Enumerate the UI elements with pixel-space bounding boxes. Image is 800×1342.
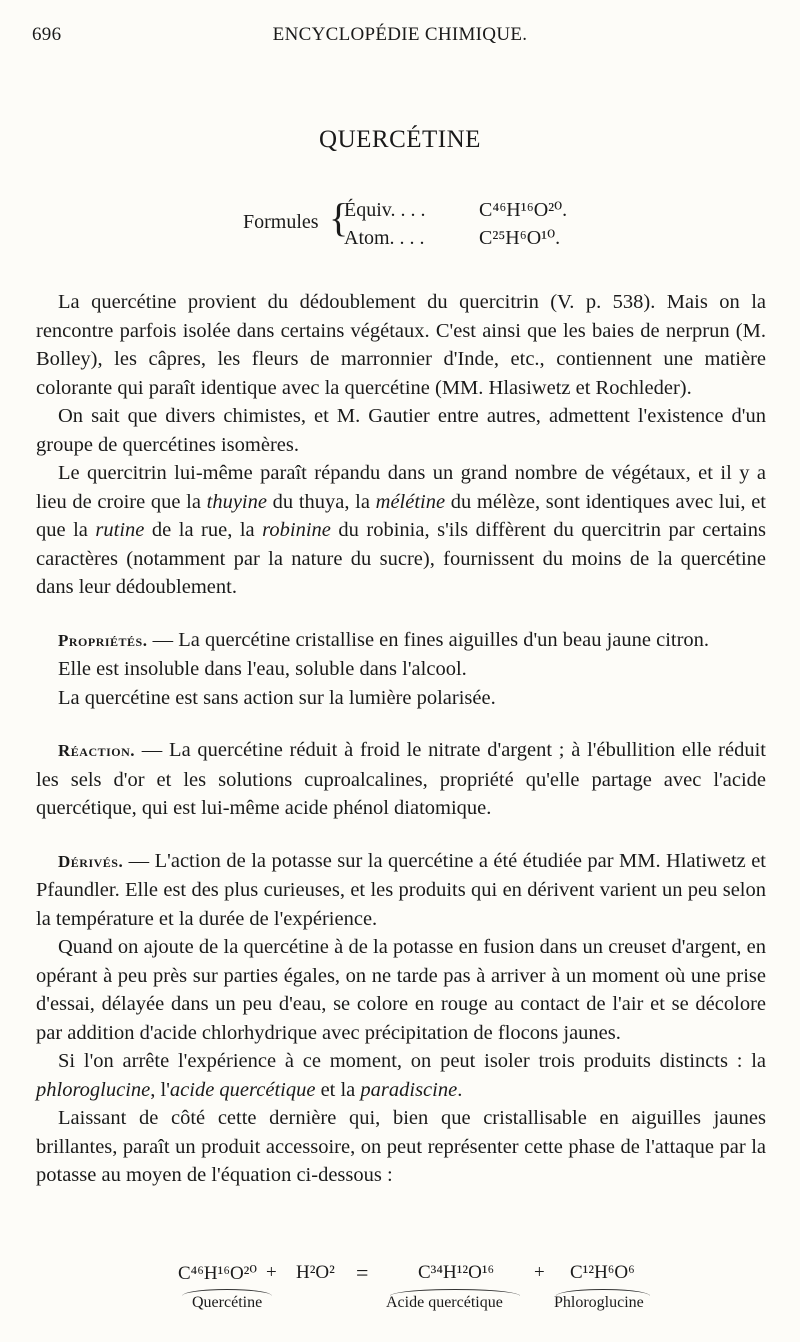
paragraph-solubility: Elle est insoluble dans l'eau, soluble dans l'alcool.	[58, 658, 467, 680]
equation-equals: =	[356, 1260, 369, 1285]
equation-term-phloroglucine: C¹²H⁶O⁶	[570, 1262, 635, 1283]
paragraph-reaction: Réaction. — La quercétine réduit à froid le nitrate d'argent ; à l'ébullition elle réduit les sels d'or et les solutions cuproalcalines, propriété qu'elle partage avec l'acide quercétique, qui est lui-même acide phénol diatomique.	[36, 739, 766, 819]
term-thuyine: thuyine	[206, 490, 267, 513]
term-meletine: mélétine	[375, 490, 446, 513]
equiv-label: Équiv. . . .	[344, 199, 426, 221]
running-title: ENCYCLOPÉDIE CHIMIQUE.	[272, 24, 528, 45]
equation-term-quercetine: C⁴⁶H¹⁶O²⁰	[178, 1263, 257, 1284]
paragraph-equation-intro: Laissant de côté cette dernière qui, bien que cristallisable en aiguilles jaunes brillantes, paraît un produit accessoire, on peut représenter cette phase de l'attaque par la potasse au moyen de l'équation ci-dessous :	[36, 1107, 766, 1186]
paragraph-products: Si l'on arrête l'expérience à ce moment, on peut isoler trois produits distincts : la phloroglucine, l'acide quercétique et la paradiscine.	[36, 1050, 766, 1101]
paragraph-quercitrin: Le quercitrin lui-même paraît répandu dans un grand nombre de végétaux, et il y a lieu de croire que la thuyine du thuya, la mélétine du mélèze, sont identiques avec lui, et que la rutine de la rue, la robinine du robinia, s'ils diffèrent du quercitrin par certains caractères (notamment par la nature du sucre), fournissent du moins de la quercétine dans leur dédoublement.	[36, 462, 766, 598]
label-quercetine: Quercétine	[192, 1294, 263, 1311]
page-number: 696	[32, 24, 62, 45]
heading-proprietes: Propriétés.	[58, 630, 148, 650]
chemical-equation	[178, 1262, 698, 1322]
formulas-label: Formules	[243, 211, 319, 233]
term-acide-quercetique: acide quercétique	[169, 1078, 316, 1101]
equiv-formula: C⁴⁶H¹⁶O²⁰.	[479, 199, 568, 221]
equation-plus-1: +	[266, 1262, 277, 1283]
term-robinine: robinine	[262, 519, 331, 541]
atom-label: Atom. . . .	[344, 227, 425, 249]
equation-term-acide: C³⁴H¹²O¹⁶	[418, 1262, 495, 1283]
paragraph-origin: La quercétine provient du dédoublement du quercitrin (V. p. 538). Mais on la rencontre parfois isolée dans certains végétaux. C'est ainsi que les baies de nerprun (M. Bolley), les câpres, les fleurs de marronnier d'Inde, etc., contiennent une matière colorante qui paraît identique avec la quercétine (MM. Hlasiwetz et Rochleder).	[36, 291, 766, 399]
paragraph-polarization: La quercétine est sans action sur la lumière polarisée.	[58, 686, 496, 709]
paragraph-isomers: On sait que divers chimistes, et M. Gautier entre autres, admettent l'existence d'un groupe de quercétines isomères.	[36, 405, 766, 456]
equation-term-water: H²O²	[296, 1262, 335, 1283]
heading-reaction: Réaction.	[58, 741, 136, 760]
paragraph-fusion: Quand on ajoute de la quercétine à de la potasse en fusion dans un creuset d'argent, en opérant à peu près sur parties égales, on ne tarde pas à arriver à un moment où une prise d'essai, délayée dans un peu d'eau, se colore en rouge au contact de l'air et se décolore par addition d'acide chlorhydrique avec précipitation de flocons jaunes.	[36, 936, 766, 1044]
brace-icon: {	[329, 195, 349, 240]
atom-formula: C²⁵H⁶O¹⁰.	[479, 227, 561, 249]
section-title: QUERCÉTINE	[319, 126, 481, 153]
body-text	[36, 288, 766, 1190]
heading-derives: Dérivés.	[58, 851, 124, 871]
formula-atom-row	[344, 225, 560, 250]
formula-equiv-row	[344, 197, 567, 222]
equation-plus-2: +	[534, 1262, 545, 1283]
paragraph-derives: Dérivés. — L'action de la potasse sur la quercétine a été étudiée par MM. Hlatiwetz et Pfaundler. Elle est des plus curieuses, et les produits qui en dérivent varient un peu selon la température et la durée de l'expérience.	[36, 849, 766, 930]
label-phloroglucine: Phloroglucine	[554, 1294, 644, 1311]
term-phloroglucine: phloroglucine	[36, 1078, 151, 1101]
term-rutine: rutine	[95, 519, 145, 541]
page-header	[32, 24, 768, 54]
label-acide-quercetique: Acide quercétique	[386, 1294, 503, 1311]
paragraph-properties: Propriétés. — La quercétine cristallise en fines aiguilles d'un beau jaune citron.	[58, 628, 710, 651]
term-paradiscine: paradiscine	[360, 1078, 458, 1101]
